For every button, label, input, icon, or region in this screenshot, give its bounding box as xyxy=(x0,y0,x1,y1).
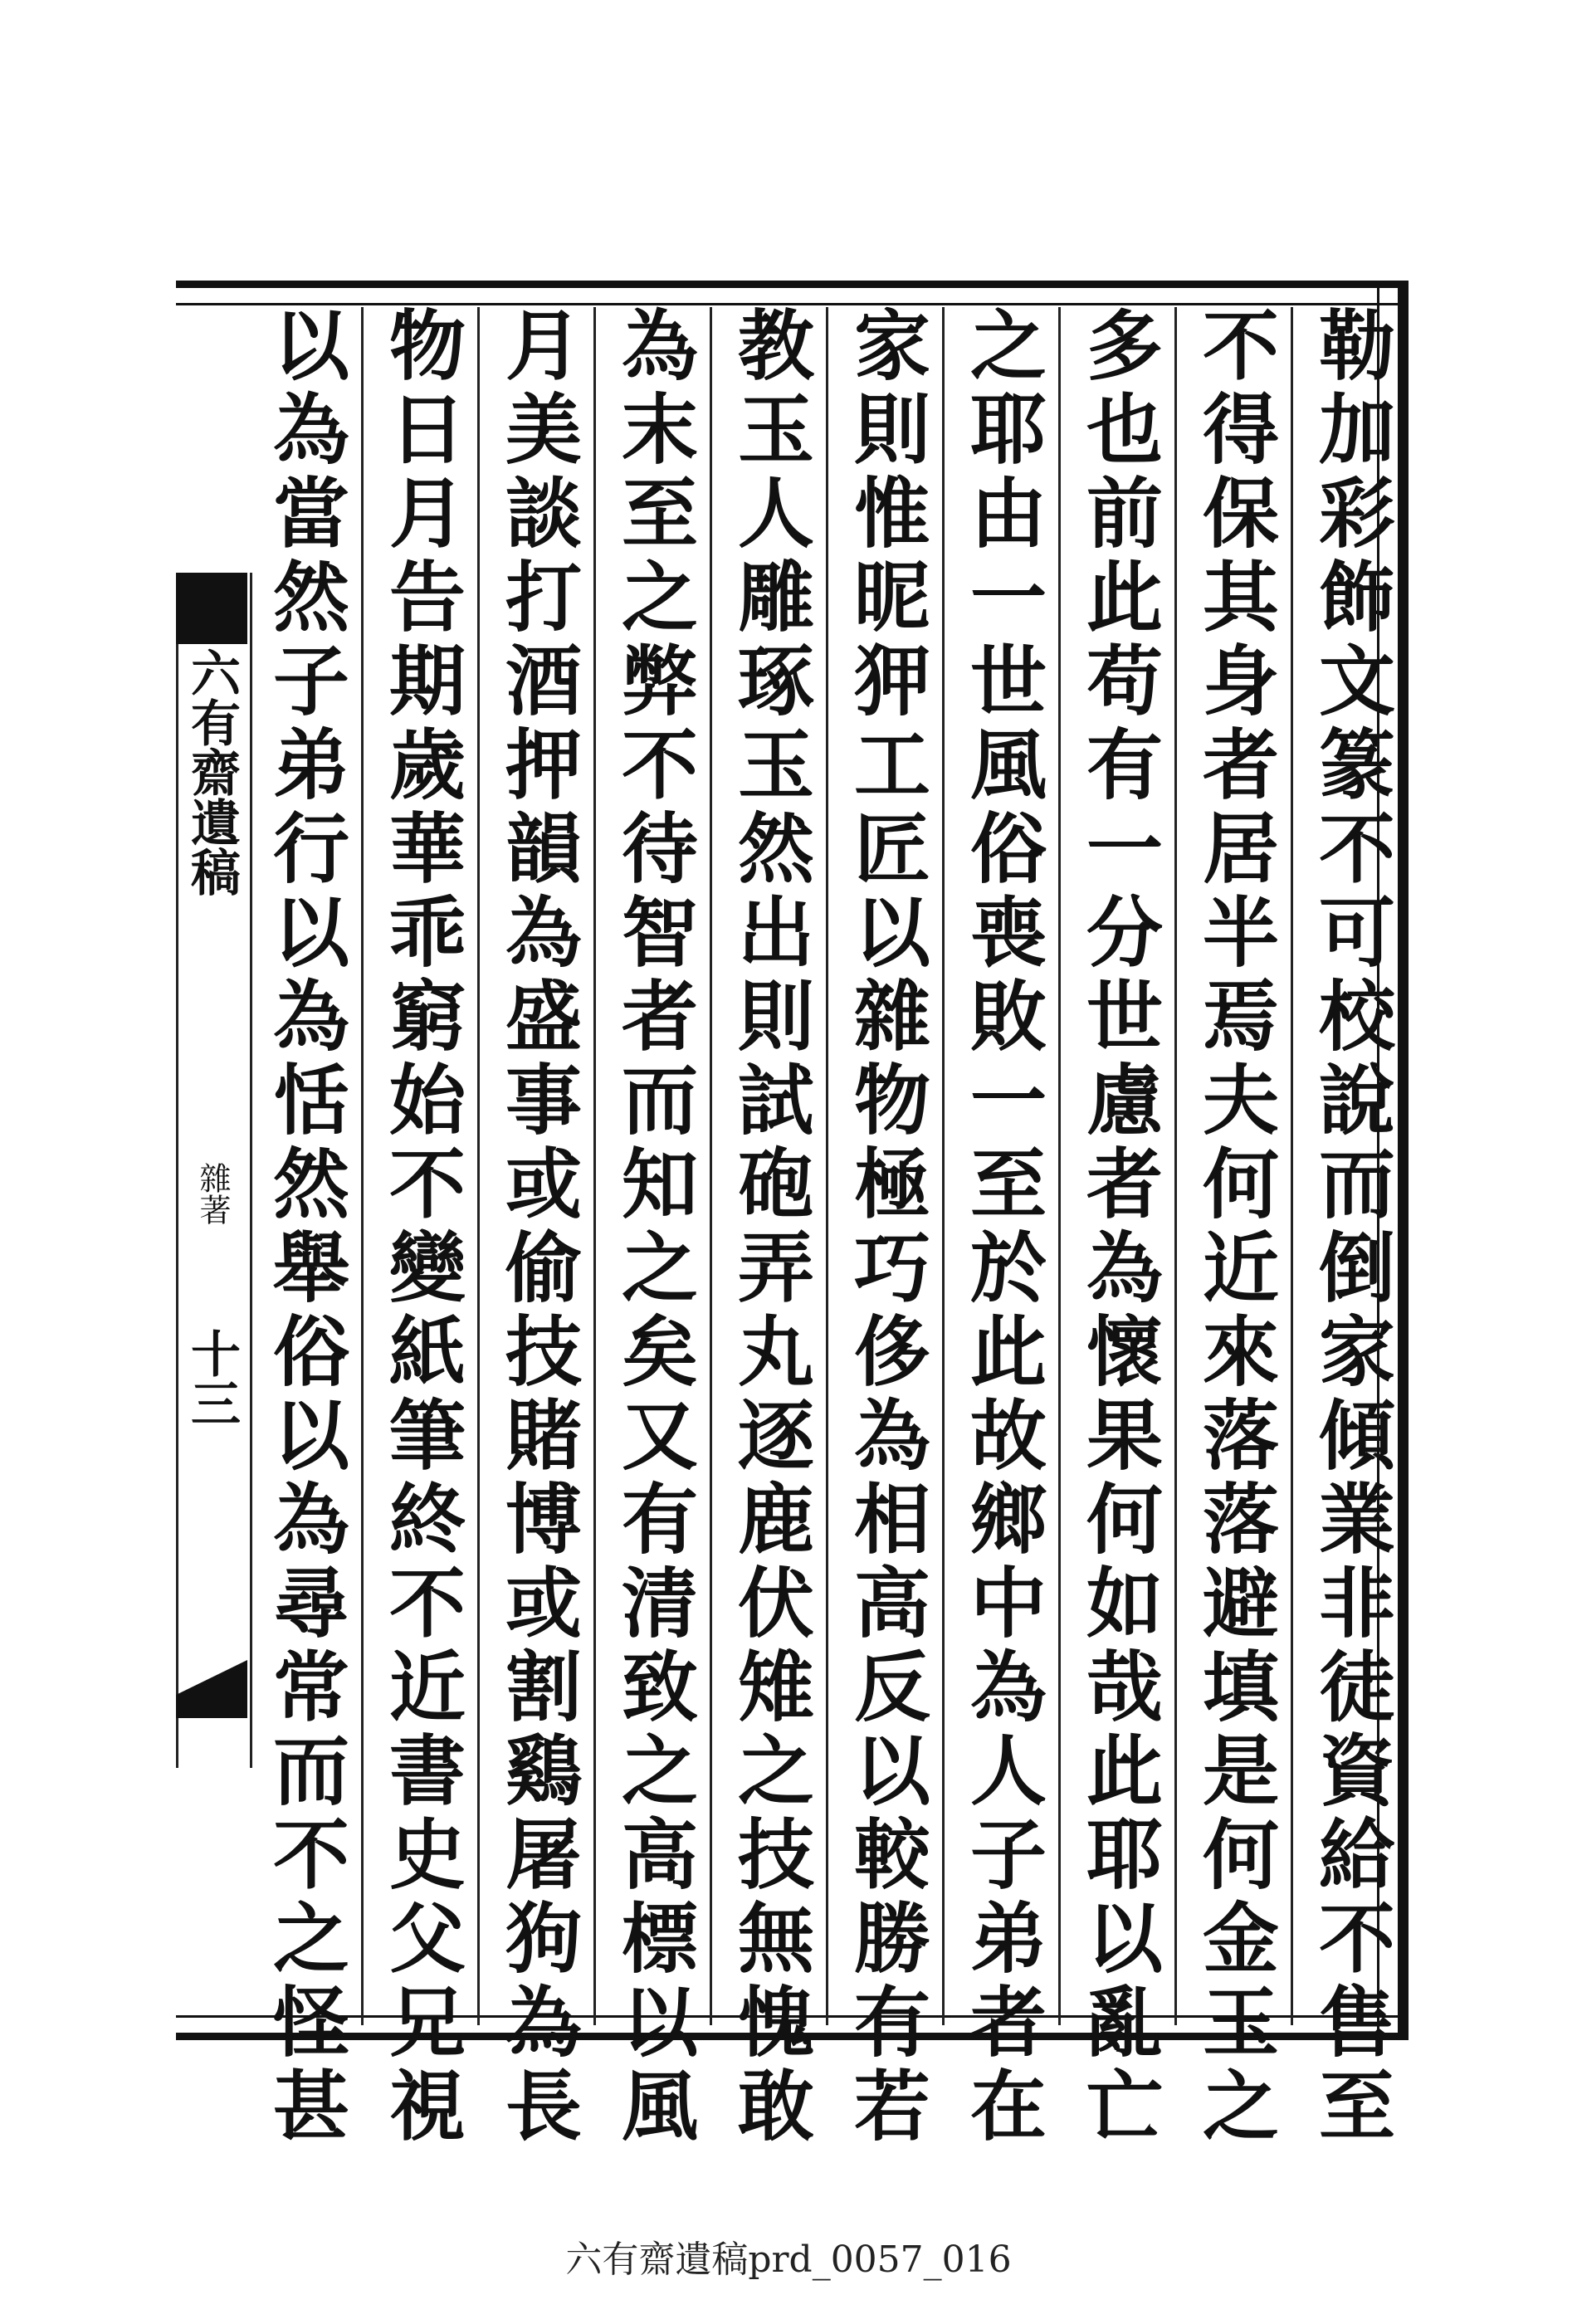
column-rule xyxy=(826,307,828,2025)
column-rule xyxy=(477,307,480,2025)
gutter-book-title: 六有齋遺稿 xyxy=(183,647,241,896)
text-column-8: 月美談打酒押韻為盛事或偷技賭博或割鷄屠狗為長 xyxy=(493,305,583,2150)
column-rule xyxy=(942,307,945,2025)
gutter-page-number: 十三 xyxy=(183,1328,241,1428)
column-rule xyxy=(593,307,596,2025)
text-column-1: 勒加彩飾文篆不可校說而倒家傾業非徒資給不售至 xyxy=(1306,305,1396,2150)
text-column-7: 為末至之弊不待智者而知之矣又有清致之高標以風 xyxy=(609,305,699,2150)
text-column-2: 不得保其身者居半焉夫何近來落落避填是何金玉之 xyxy=(1190,305,1280,2150)
column-rule xyxy=(710,307,712,2025)
column-rule xyxy=(1058,307,1061,2025)
gutter-section-label: 雜著 xyxy=(194,1162,231,1225)
text-column-10: 以為當然子弟行以為恬然舉俗以為尋常而不之怪甚 xyxy=(261,305,350,2150)
text-column-4: 之耶由一世風俗喪敗一至於此故鄉中為人子弟者在 xyxy=(958,305,1047,2150)
text-column-9: 物日月告期歲華乖窮始不變紙筆終不近書史父兄視 xyxy=(377,305,466,2150)
column-rule xyxy=(1291,307,1293,2025)
text-column-6: 教玉人雕琢玉然出則試砲弄丸逐鹿伏雉之技無愧敢 xyxy=(725,305,815,2150)
column-rule xyxy=(361,307,364,2025)
text-column-3: 多也前此苟有一分世慮者為懷果何如哉此耶以亂亡 xyxy=(1074,305,1164,2150)
text-column-5: 家則惟昵狎工匠以雜物極巧侈為相高反以較勝有若 xyxy=(842,305,931,2150)
column-rule xyxy=(1174,307,1177,2025)
image-caption: 六有齋遺稿prd_0057_016 xyxy=(565,2239,1012,2281)
fish-tail-mark-top xyxy=(176,573,247,644)
